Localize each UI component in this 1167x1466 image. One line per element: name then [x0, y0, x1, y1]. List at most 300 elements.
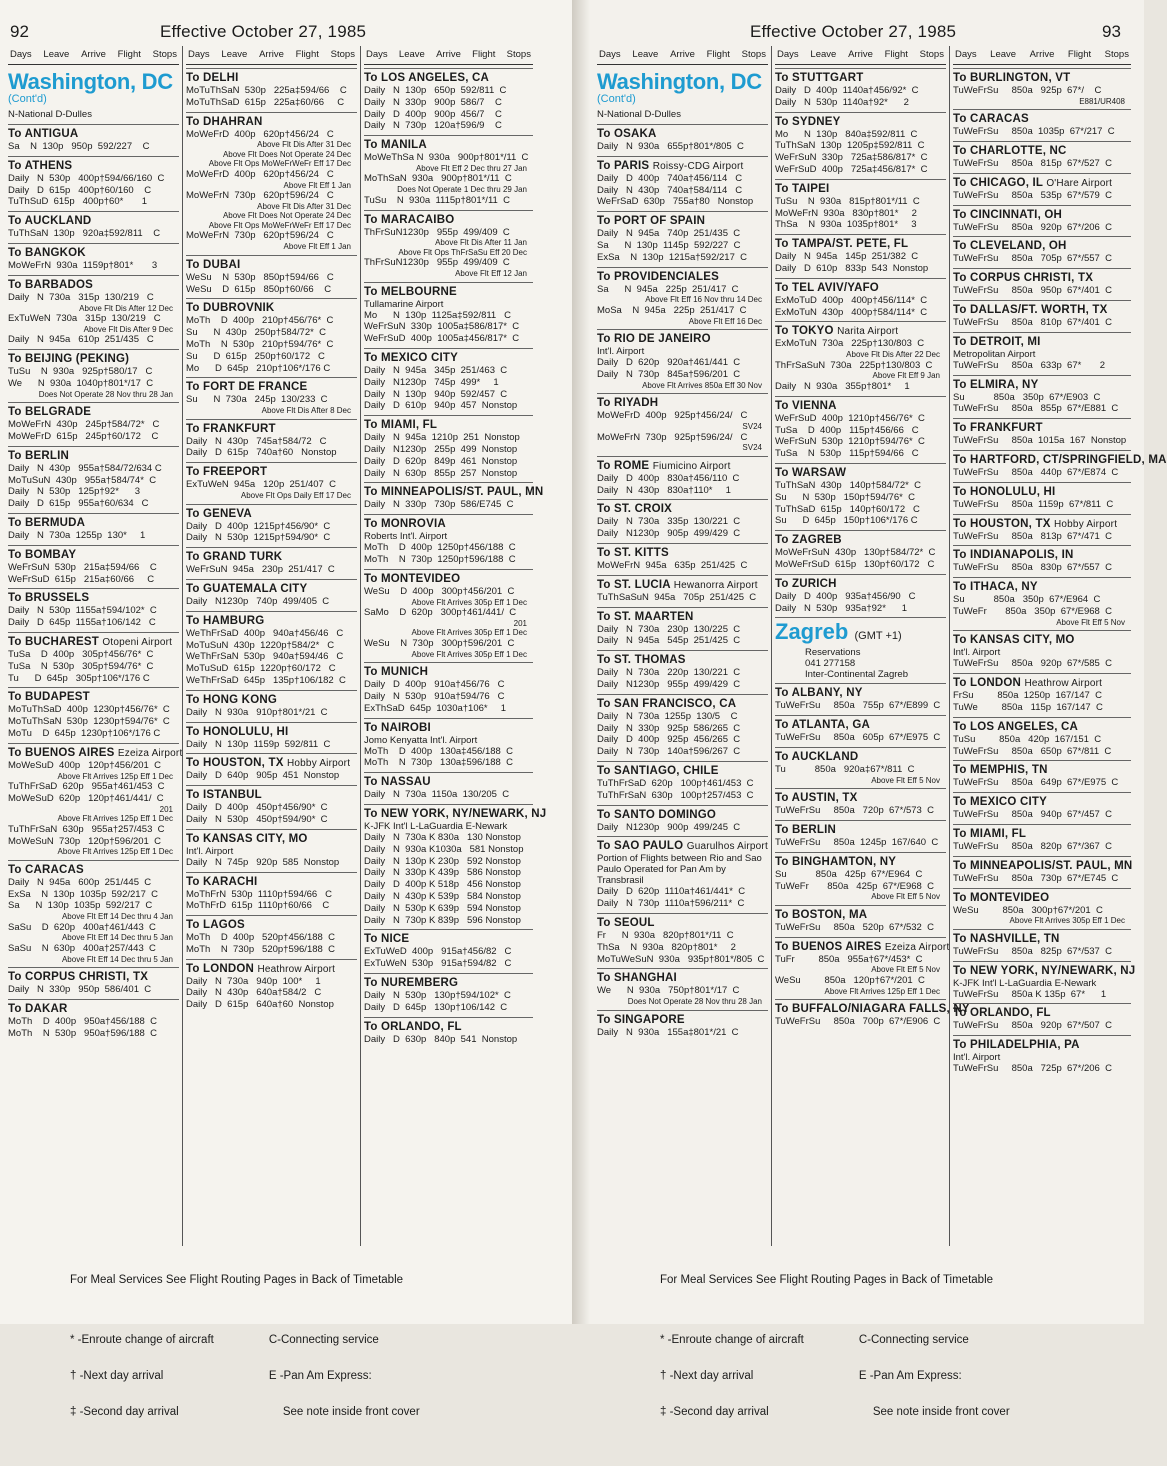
column-header-label: Days	[777, 49, 799, 60]
destination-heading	[775, 238, 946, 250]
destination-heading	[364, 977, 533, 989]
destination-block	[186, 872, 357, 913]
column-header-label: Stops	[506, 49, 531, 60]
column-header-label: Flight	[1067, 49, 1092, 60]
destination-heading	[597, 972, 768, 984]
flight-note: 201	[513, 618, 527, 628]
destination-block	[597, 913, 768, 965]
destination-block	[953, 888, 1131, 926]
destination-name: To RIO DE JANEIRO	[597, 333, 711, 346]
flight-row: ExSa N 130p 1215a†592/217 C	[597, 251, 747, 263]
flight-note: Above Flt Arrives 305p Eff 1 Dec	[411, 628, 527, 638]
destination-note: Jomo Kenyatta Int'l. Airport	[364, 734, 478, 746]
destination-name: To HAMBURG	[186, 614, 265, 627]
flight-note: Above Flt Eff 9 Jan	[872, 371, 940, 381]
destination-heading	[953, 1039, 1131, 1051]
destination-block	[953, 418, 1131, 447]
destination-heading	[8, 353, 179, 365]
flight-row: MoWeFrN 930a 1159p†801* 3	[8, 259, 158, 271]
destination-heading	[775, 687, 946, 699]
flight-row: Sa N 130p 1145p 592/227 C	[597, 239, 741, 251]
destination-heading	[186, 72, 357, 84]
destination-block	[953, 375, 1131, 416]
column-header-label: Days	[599, 49, 621, 60]
column-header-label: Arrive	[81, 49, 106, 60]
destination-heading	[953, 336, 1131, 348]
flight-row: Daily D 400p 910a†456/76 C	[364, 679, 505, 691]
destination-block	[953, 68, 1131, 106]
destination-block	[8, 632, 179, 684]
destination-heading	[186, 259, 357, 271]
flight-row: Daily N 330p 925p 586/265 C	[597, 722, 741, 734]
destination-name: To SINGAPORE	[597, 1013, 685, 1026]
destination-block	[364, 415, 533, 479]
flight-row: MoWeFrD 400p 925p†456/24/ C	[597, 410, 748, 422]
flight-note: Above Flt Ops MoWeFrWeFr Eff 17 Dec	[208, 220, 351, 230]
destination-heading	[775, 400, 946, 412]
flight-row: TuWeFrSu 850a 1159p 67*/811 C	[953, 498, 1114, 510]
destination-heading	[953, 828, 1131, 840]
destination-block	[775, 574, 946, 615]
flight-row: TuWeFrSu 850a 825p 67*/537 C	[953, 945, 1112, 957]
flight-row: Daily N 330p K 439p 586 Nonstop	[364, 867, 521, 879]
flight-row: Daily N 730a 1150a 130/205 C	[364, 789, 510, 801]
flight-row: Daily N 945a 600p 251/445 C	[8, 876, 152, 888]
flight-row: MoThFrN 530p 1110p†594/66 C	[186, 888, 332, 900]
destination-block	[8, 446, 179, 510]
origin-city-name: Washington, DC	[597, 69, 762, 94]
destination-name: To RIYADH	[597, 397, 659, 410]
flight-row: TuWeFrSu 850a 950p 67*/401 C	[953, 285, 1112, 297]
flight-row: ThSa N 930a 820p†801* 2	[597, 941, 736, 953]
flight-row: Daily N 945a 610p 251/435 C	[8, 334, 154, 346]
flight-row: TuWeFrSu 850a 725p 67*/206 C	[953, 1063, 1112, 1075]
destination-block	[186, 462, 357, 500]
flight-row: Daily N 530p 125p†92* 3	[8, 486, 141, 498]
flight-row: Daily N1230p 255p 499 Nonstop	[364, 444, 518, 456]
flight-note: Does Not Operate 1 Dec thru 29 Jan	[397, 185, 527, 195]
page-title: Effective October 27, 1985	[160, 22, 367, 41]
destination-name: To KANSAS CITY, MO	[953, 634, 1075, 647]
flight-row: TuThFrSaD 620p 955a†461/453 C	[8, 781, 165, 793]
flight-row: SaMo D 620p 300p†461/441/ C	[364, 607, 517, 619]
destination-heading	[186, 551, 357, 563]
flight-row: Daily N 130p K 230p 592 Nonstop	[364, 855, 521, 867]
destination-heading	[8, 971, 179, 983]
column-header	[775, 46, 946, 65]
destination-name: To ST. MAARTEN	[597, 610, 694, 623]
destination-block	[597, 499, 768, 540]
destination-heading	[8, 215, 179, 227]
destination-block	[953, 514, 1131, 543]
destination-heading	[775, 909, 946, 921]
flight-row: Mo D 645p 210p†106*/176 C	[186, 362, 331, 374]
destination-block	[953, 205, 1131, 234]
flight-row: TuWeFrSu 850a 720p 67*/573 C	[775, 805, 934, 817]
destination-block	[953, 300, 1131, 329]
flight-row: TuWeFrSu 850a 755p 67*/E899 C	[775, 700, 941, 712]
destination-heading	[953, 764, 1131, 776]
destination-heading	[775, 1003, 970, 1016]
column-header-label: Leave	[43, 49, 70, 60]
flight-row: MoTu D 645p 1230p†106*/176 C	[8, 728, 161, 740]
flight-row: Daily N 530p 1140a†92* 2	[775, 96, 909, 108]
timetable-column	[361, 46, 547, 1246]
destination-heading	[8, 1003, 179, 1015]
flight-row: TuThSaD 615p 140p†60/172 C	[775, 503, 920, 515]
destination-heading	[8, 450, 179, 462]
destination-block	[597, 267, 768, 327]
flight-row: Fr N 930a 820p†801*/11 C	[597, 930, 734, 941]
destination-heading	[8, 864, 179, 876]
destination-heading	[364, 214, 533, 226]
destination-block	[953, 1035, 1131, 1075]
flight-note: Above Flt Eff 1 Jan	[283, 180, 351, 190]
destination-block	[8, 545, 179, 586]
flight-row: TuSu 850a 420p 167/151 C	[953, 733, 1102, 745]
airport-name: Guarulhos Airport	[686, 841, 768, 853]
destination-heading	[364, 352, 533, 364]
destination-block	[953, 577, 1131, 627]
flight-row: ExMoTuD 400p 400p†456/114* C	[775, 294, 928, 306]
flight-row: TuWeFrSu 850a K 135p 67* 1	[953, 988, 1107, 1000]
destination-note: K-JFK Int'l L-LaGuardia E-Newark	[953, 977, 1097, 989]
destination-block	[364, 772, 533, 801]
destination-name: To HARTFORD, CT/SPRINGFIELD, MA	[953, 454, 1167, 467]
flight-row: WeThFrSaD 645p 135p†106/182 C	[186, 674, 346, 686]
footer-note-6: See note inside front cover	[872, 1406, 1010, 1418]
destination-name: To HONG KONG	[186, 693, 277, 706]
flight-row: WeSu N 530p 850p†594/66 C	[186, 271, 334, 283]
destination-block	[597, 805, 768, 834]
flight-row: TuWeFrSu 850a 925p 67*/ C	[953, 85, 1102, 96]
flight-note: Above Flt Does Not Operate 24 Dec	[222, 149, 351, 159]
flight-row: Daily N 745p 920p 585 Nonstop	[186, 856, 340, 868]
destination-heading	[597, 271, 768, 283]
flight-row: ThFrSuN1230p 955p 499/409 C	[364, 226, 510, 238]
flight-row: Daily N1230p 900p 499/245 C	[597, 821, 741, 833]
flight-row: MoTh N 730p 520p†596/188 C	[186, 943, 335, 955]
destination-name: To ISTANBUL	[186, 789, 262, 802]
destination-block	[597, 761, 768, 802]
flight-row: Daily N 330p 950p 586/401 C	[8, 984, 152, 996]
destination-name: To SANTO DOMINGO	[597, 808, 717, 821]
flight-row: Su 850a 425p 67*/E964 C	[775, 868, 923, 880]
destination-block	[186, 419, 357, 460]
flight-row: ThSa N 930a 1035p†801* 3	[775, 219, 917, 231]
column-header-label: Flight	[706, 49, 730, 60]
destination-name: To MONTEVIDEO	[953, 891, 1050, 904]
flight-row: MoTh D 400p 520p†456/188 C	[186, 932, 335, 944]
flight-note: Above Flt Eff 5 Nov	[871, 892, 940, 902]
destination-block	[8, 513, 179, 542]
destination-name: To BUENOS AIRES	[775, 940, 882, 953]
flight-row: WeFrSuN 330p 1005a‡586/817* C	[364, 321, 520, 333]
flight-row: Daily D 610p 940p 457 Nonstop	[364, 400, 518, 412]
destination-name: To BELGRADE	[8, 406, 92, 419]
column-header-label: Arrive	[436, 49, 461, 60]
destination-block	[186, 690, 357, 719]
destination-heading	[186, 583, 357, 595]
flight-row: We N 930a 1040p†801*/17 C	[8, 377, 154, 389]
flight-note: Above Flt Eff 1 Jan	[283, 242, 351, 252]
flight-row: Daily N 730a 335p 130/221 C	[597, 516, 741, 528]
flight-row: Daily N 930a 155a‡801*/21 C	[597, 1026, 739, 1038]
timetable-column	[5, 46, 183, 1246]
left-footer	[70, 1250, 420, 1466]
page-number: 93	[1102, 22, 1121, 41]
destination-block	[775, 321, 946, 392]
flight-row: MoTh D 400p 210p†456/76* C	[186, 315, 334, 327]
column-header	[8, 46, 179, 65]
flight-row: Daily N 730p 845a†596/201 C	[597, 368, 741, 380]
flight-note: Above Flt Eff 12 Jan	[455, 269, 527, 279]
destination-block	[775, 999, 970, 1028]
destination-heading	[953, 892, 1131, 904]
reservations-info: 041 277158	[805, 658, 856, 670]
destination-name: To ZURICH	[775, 577, 837, 590]
destination-block	[364, 569, 533, 659]
flight-row: MoTuThSaD 615p 225a‡60/66 C	[186, 96, 345, 108]
flight-row: MoTuThSaD 400p 1230p†456/76* C	[8, 704, 170, 716]
flight-row: MoTh D 400p 130a‡456/188 C	[364, 745, 513, 757]
destination-block	[953, 824, 1131, 853]
destination-block	[597, 1010, 768, 1039]
destination-name: To GENEVA	[186, 507, 252, 520]
destination-block	[364, 482, 544, 511]
right-columns	[594, 46, 1167, 1246]
destination-name: To DALLAS/FT. WORTH, TX	[953, 304, 1108, 317]
flight-row: Daily N 630p 855p 257 Nonstop	[364, 467, 518, 479]
destination-block	[775, 234, 946, 275]
destination-name: To SAN FRANCISCO, CA	[597, 697, 737, 710]
destination-heading	[364, 72, 533, 84]
column-header-label: Stops	[919, 49, 944, 60]
flight-row: Tu D 645p 305p†106*/176 C	[8, 672, 150, 684]
flight-row: Daily D 400p 1215p†456/90* C	[186, 520, 331, 532]
destination-name: To ATLANTA, GA	[775, 719, 870, 732]
flight-row: TuSa D 400p 115p†456/66 C	[775, 424, 919, 436]
flight-note: Above Flt Dis After 9 Dec	[83, 324, 173, 334]
flight-row: TuWe 850a 115p 167/147 C	[953, 701, 1103, 713]
destination-note: Portion of Flights between Rio and Sao Paulo Operated for Pan Am by Transbrasil	[597, 853, 762, 887]
destination-name: To ORLANDO, FL	[953, 1007, 1051, 1020]
flight-row: Daily N 930a 910p†801*/21 C	[186, 706, 328, 718]
flight-row: TuWeFrSu 850a 605p 67*/E975 C	[775, 732, 941, 744]
column-header-label: Flight	[295, 49, 319, 60]
destination-name: To AUCKLAND	[8, 215, 92, 228]
destination-heading	[186, 508, 357, 520]
column-header	[186, 46, 357, 65]
flight-note: Above Flt Arrives 305p Eff 1 Dec	[411, 597, 527, 607]
destination-block	[953, 545, 1131, 574]
flight-row: ThFrSaSuN 730a 225p†130/803 C	[775, 359, 933, 371]
destination-heading	[953, 379, 1131, 391]
flight-row: MoWeSuD 620p 120p†461/441/ C	[8, 792, 164, 804]
flight-row: Daily N 130p 650p 592/811 C	[364, 85, 507, 96]
flight-note: Above Flt Ops MoWeFrWeFr Eff 17 Dec	[208, 159, 351, 169]
column-header-label: Stops	[330, 49, 355, 60]
flight-row: TuThSaSuN 945a 705p 251/425 C	[597, 591, 757, 603]
destination-block	[186, 722, 357, 751]
flight-note: Above Flt Dis After 11 Jan	[435, 238, 527, 248]
destination-heading	[953, 933, 1131, 945]
flight-row: Daily N 130p 1159p 592/811 C	[186, 738, 331, 750]
destination-name: To CHICAGO, IL	[953, 176, 1043, 189]
flight-note: Above Flt Arrives 305p Eff 1 Dec	[1009, 916, 1125, 926]
flight-row: MoWeThSa N 930a 900p†801*/11 C	[364, 152, 529, 164]
origin-city-name: Washington, DC	[8, 69, 173, 94]
destination-name: To HONOLULU, HI	[186, 725, 289, 738]
flight-row: TuWeFrSu 850a 650p 67*/811 C	[953, 745, 1112, 757]
destination-name: To STUTTGART	[775, 72, 864, 84]
destination-heading	[775, 467, 946, 479]
flight-row: WeSu D 615p 850p†60/66 C	[186, 283, 332, 295]
flight-row: Daily D 645p 130p†106/142 C	[364, 1001, 508, 1013]
destination-heading	[186, 381, 357, 393]
flight-row: TuWeFrSu 850a 855p 67*/E881 C	[953, 403, 1119, 415]
flight-row: Daily D 400p 900p 456/7 C	[364, 108, 502, 120]
destination-name: To LOS ANGELES, CA	[364, 72, 489, 84]
destination-heading	[186, 789, 357, 801]
flight-row: Daily N1230p 740p 499/405 C	[186, 595, 330, 607]
column-header-label: Days	[955, 49, 977, 60]
page-number: 92	[10, 22, 29, 41]
airport-name: Otopeni Airport	[102, 637, 173, 649]
flight-row: Su N 430p 250p†584/72* C	[186, 327, 326, 339]
flight-row: MoTuSuD 615p 1220p†60/172 C	[186, 663, 336, 675]
flight-row: Daily D 400p 935a†456/90 C	[775, 590, 916, 602]
flight-row: MoTuThSaN 530p 1230p†594/76* C	[8, 716, 170, 728]
flight-row: Daily D 620p 849p 461 Nonstop	[364, 455, 518, 467]
destination-name: To TOKYO	[775, 325, 834, 338]
flight-note: Above Flt Eff 2 Dec thru 27 Jan	[415, 163, 527, 173]
flight-row: TuWeFrSu 850a 633p 67* 2	[953, 359, 1106, 371]
flight-row: WeFrSuD 615p 215a‡60/66 C	[8, 573, 155, 585]
flight-note: SV24	[742, 443, 762, 453]
destination-block	[8, 211, 179, 240]
flight-row: WeThFrSaN 530p 940a†594/46 C	[186, 651, 344, 663]
destination-note: K-JFK Int'l L-LaGuardia E-Newark	[364, 821, 508, 832]
flight-row: FrSu 850a 1250p 167/147 C	[953, 690, 1102, 702]
destination-name: To CLEVELAND, OH	[953, 240, 1067, 253]
destination-block	[186, 298, 357, 374]
flight-row: Daily D 615p 740a†60 Nonstop	[186, 447, 337, 459]
destination-name: To AUSTIN, TX	[775, 792, 858, 805]
flight-row: ExSa N 130p 1035p 592/217 C	[8, 888, 158, 900]
airport-name: Narita Airport	[837, 326, 899, 338]
flight-note: Above Flt Eff 16 Dec	[688, 316, 762, 326]
destination-name: To INDIANAPOLIS, IN	[953, 549, 1074, 562]
destination-heading	[597, 611, 768, 623]
flight-row: Daily D 400p 450p†456/90* C	[186, 802, 328, 814]
destination-heading	[953, 796, 1131, 808]
column-header-label: Arrive	[848, 49, 873, 60]
destination-block	[597, 575, 768, 604]
destination-heading	[186, 726, 357, 738]
destination-block	[775, 68, 946, 109]
flight-row: ExTuWeN 530p 915a†594/82 C	[364, 958, 512, 970]
destination-name: To BINGHAMTON, NY	[775, 855, 897, 868]
destination-block	[364, 514, 533, 566]
destination-block	[953, 929, 1131, 958]
destination-heading	[953, 422, 1131, 434]
flight-note: Above Flt Eff 5 Nov	[1056, 617, 1125, 627]
flight-row: MoWeFrSuD 615p 130p†60/172 C	[775, 558, 935, 570]
destination-heading	[186, 757, 357, 769]
destination-heading	[953, 964, 1136, 977]
flight-row: ExThSaD 645p 1030a†106* 1	[364, 702, 507, 714]
flight-row: Daily N 530p 450p†594/90* C	[186, 813, 328, 825]
destination-heading	[186, 423, 357, 435]
destination-block	[597, 694, 768, 758]
flight-row: Daily N 730a 230p 130/225 C	[597, 623, 741, 635]
flight-row: TuSa D 400p 305p†456/76* C	[8, 649, 154, 661]
destination-note: Int'l. Airport	[186, 845, 234, 857]
flight-row: Sa N 130p 1035p 592/217 C	[8, 900, 153, 912]
flight-row: MoWeFrN 730p 620p†596/24 C	[186, 230, 334, 242]
flight-row: MoWeSuN 730p 120p†596/201 C	[8, 835, 161, 847]
column-header-label: Days	[366, 49, 388, 60]
destination-heading	[953, 113, 1131, 125]
destination-heading	[8, 279, 179, 291]
flight-note: Above Flt Eff 5 Nov	[871, 775, 940, 785]
destination-name: To KANSAS CITY, MO	[186, 832, 308, 845]
flight-row: TuWeFrSu 850a 1015a 167 Nonstop	[953, 435, 1127, 447]
flight-row: TuWeFrSu 850a 940p 67*/457 C	[953, 809, 1112, 821]
destination-heading	[953, 177, 1131, 189]
destination-name: To BERMUDA	[8, 517, 86, 530]
destination-heading	[8, 549, 179, 561]
flight-row: Daily N 530p K 639p 594 Nonstop	[364, 902, 521, 914]
destination-name: To DETROIT, MI	[953, 335, 1041, 348]
reservations-info: Inter-Continental Zagreb	[805, 669, 908, 681]
destination-name: To KARACHI	[186, 875, 258, 888]
destination-block	[186, 829, 357, 869]
destination-block	[775, 396, 946, 460]
flight-note: Does Not Operate 28 Nov thru 28 Jan	[38, 389, 173, 399]
flight-row: TuWeFrSu 850a 815p 67*/527 C	[953, 158, 1112, 170]
flight-row: TuWeFrSu 850a 920p 67*/206 C	[953, 221, 1112, 233]
flight-row: Daily N 430p K 539p 584 Nonstop	[364, 890, 521, 902]
flight-row: WeFrSaD 630p 755a†80 Nonstop	[597, 196, 754, 208]
destination-name: To ELMIRA, NY	[953, 378, 1039, 391]
destination-name: To NASSAU	[364, 776, 431, 789]
destination-block	[186, 68, 357, 109]
airport-name: Roissy-CDG Airport	[652, 160, 744, 172]
flight-row: Daily N 530p 1215p†594/90* C	[186, 532, 331, 544]
destination-block	[597, 650, 768, 691]
flight-row: Daily D 615p 955a†60/634 C	[8, 498, 149, 510]
column-header-label: Arrive	[670, 49, 695, 60]
destination-name: To MEXICO CITY	[953, 796, 1047, 809]
destination-name: To LONDON	[953, 677, 1022, 690]
flight-row: TuWeFrSu 850a 700p 67*/E906 C	[775, 1016, 941, 1028]
destination-heading	[953, 677, 1131, 689]
flight-row: TuSa N 530p 305p†594/76* C	[8, 660, 154, 672]
destination-block	[8, 860, 179, 964]
destination-heading	[364, 1021, 533, 1033]
flight-row: TuWeFrSu 850a 705p 67*/557 C	[953, 253, 1112, 265]
flight-note: Above Flt Ops Daily Eff 17 Dec	[240, 491, 351, 501]
destination-note: Tullamarine Airport	[364, 298, 444, 310]
destination-name: To FREEPORT	[186, 466, 268, 479]
destination-heading	[186, 694, 357, 706]
flight-row: Sa N 945a 225p 251/417 C	[597, 283, 739, 295]
page-title: Effective October 27, 1985	[750, 22, 957, 41]
flight-row: TuThSaN 430p 140p†584/72* C	[775, 479, 921, 491]
destination-heading	[597, 160, 768, 172]
